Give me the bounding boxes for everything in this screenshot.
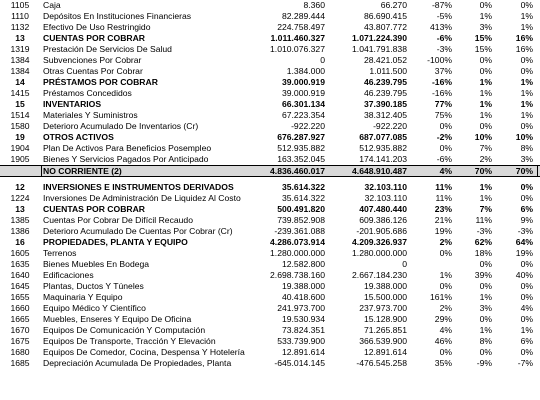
variation-pct: 77% [434, 99, 452, 109]
account-row [0, 248, 540, 259]
share-previous: 10% [515, 132, 533, 142]
value-current: 533.739.900 [277, 336, 325, 346]
value-current: -239.361.088 [274, 226, 325, 236]
variation-pct: -2% [436, 132, 452, 142]
value-previous: 38.312.405 [363, 110, 407, 120]
value-previous: 12.891.614 [363, 347, 407, 357]
account-row [0, 0, 540, 11]
share-previous: 0% [520, 182, 533, 192]
value-current: 163.352.045 [277, 154, 325, 164]
value-previous: 15.500.000 [363, 292, 407, 302]
share-current: 7% [479, 143, 492, 153]
share-previous: 3% [520, 154, 533, 164]
variation-pct: -16% [431, 77, 452, 87]
share-previous: 0% [520, 121, 533, 131]
share-current: 1% [479, 325, 492, 335]
account-name: Edificaciones [43, 270, 94, 280]
share-previous: 16% [515, 44, 533, 54]
account-code: 1224 [10, 193, 30, 203]
share-previous: -3% [517, 226, 533, 236]
account-name: PRÉSTAMOS POR COBRAR [43, 77, 158, 87]
account-code: 1319 [10, 44, 30, 54]
variation-pct: 4% [439, 166, 452, 176]
share-current: 70% [474, 166, 492, 176]
value-previous: 37.390.185 [363, 99, 407, 109]
value-previous: 66.270 [380, 0, 407, 10]
value-current: 4.286.073.914 [270, 237, 325, 247]
variation-pct: 1% [439, 270, 452, 280]
account-row [0, 22, 540, 33]
account-row [0, 44, 540, 55]
value-previous: 46.239.795 [363, 88, 407, 98]
group-row [0, 237, 540, 248]
account-code: 1660 [10, 303, 30, 313]
account-code: 1384 [10, 55, 30, 65]
variation-pct: 2% [439, 303, 452, 313]
value-current: 8.360 [303, 0, 325, 10]
value-current: 73.824.351 [281, 325, 325, 335]
variation-pct: 0% [439, 121, 452, 131]
account-name: Muebles, Enseres Y Equipo De Oficina [43, 314, 192, 324]
variation-pct: 75% [434, 110, 452, 120]
section-total-row [0, 165, 540, 177]
variation-pct: -87% [431, 0, 452, 10]
share-previous: 1% [520, 11, 533, 21]
share-current: 3% [479, 22, 492, 32]
account-name: CUENTAS POR COBRAR [43, 204, 146, 214]
account-name: Equipos De Transporte, Tracción Y Elevación [43, 336, 216, 346]
value-current: 512.935.882 [277, 143, 325, 153]
account-name: Equipo Médico Y Científico [43, 303, 146, 313]
account-row [0, 226, 540, 237]
variation-pct: -3% [436, 44, 452, 54]
value-previous: 2.667.184.230 [352, 270, 407, 280]
share-current: 18% [474, 248, 492, 258]
value-previous: 46.239.795 [363, 77, 407, 87]
account-row [0, 336, 540, 347]
account-code: 1580 [10, 121, 30, 131]
group-row [0, 33, 540, 44]
account-code: 1105 [10, 0, 30, 10]
account-row [0, 110, 540, 121]
account-name: Deterioro Acumulado De Inventarios (Cr) [43, 121, 199, 131]
variation-pct: 0% [439, 248, 452, 258]
share-previous: 6% [520, 204, 533, 214]
account-name: CUENTAS POR COBRAR [43, 33, 146, 43]
variation-pct: 11% [435, 193, 452, 203]
account-name: Bienes Muebles En Bodega [43, 259, 150, 269]
value-current: 19.388.000 [281, 281, 325, 291]
variation-pct: 413% [430, 22, 452, 32]
account-code: 1384 [10, 66, 30, 76]
account-name: Terrenos [43, 248, 77, 258]
account-name: Préstamos Concedidos [43, 88, 132, 98]
share-current: 1% [479, 77, 492, 87]
value-previous: 609.386.126 [359, 215, 407, 225]
account-row [0, 270, 540, 281]
account-name: Prestación De Servicios De Salud [43, 44, 172, 54]
account-name: Maquinaria Y Equipo [43, 292, 123, 302]
account-name: PROPIEDADES, PLANTA Y EQUIPO [43, 237, 188, 247]
share-current: 1% [479, 193, 492, 203]
value-current: 35.614.322 [281, 182, 325, 192]
share-previous: 0% [520, 66, 533, 76]
account-code: 1675 [10, 336, 30, 346]
account-name: Materiales Y Suministros [43, 110, 138, 120]
variation-pct: 23% [434, 204, 452, 214]
value-previous: 366.539.900 [359, 336, 407, 346]
share-current: 0% [479, 121, 492, 131]
account-code: 1680 [10, 347, 30, 357]
account-row [0, 259, 540, 270]
share-current: 62% [474, 237, 492, 247]
account-name: Efectivo De Uso Restringido [43, 22, 151, 32]
account-name: Depósitos En Instituciones Financieras [43, 11, 192, 21]
value-previous: -922.220 [373, 121, 407, 131]
share-previous: 8% [520, 143, 533, 153]
value-previous: 71.265.851 [363, 325, 407, 335]
group-row [0, 132, 540, 143]
value-current: 82.289.444 [281, 11, 325, 21]
share-previous: 1% [520, 22, 533, 32]
account-name: INVENTARIOS [43, 99, 102, 109]
group-row [0, 99, 540, 110]
variation-pct: 0% [439, 347, 452, 357]
value-previous: 1.071.224.390 [352, 33, 407, 43]
account-name: Inversiones De Administración De Liquidez Al Costo [43, 193, 241, 203]
value-previous: -201.905.686 [356, 226, 407, 236]
share-previous: 1% [520, 99, 533, 109]
share-current: 0% [479, 347, 492, 357]
share-current: 2% [479, 154, 492, 164]
value-previous: 19.388.000 [363, 281, 407, 291]
value-current: 12.891.614 [281, 347, 325, 357]
share-previous: 0% [520, 193, 533, 203]
value-previous: 43.807.772 [363, 22, 407, 32]
value-current: 1.011.460.327 [270, 33, 325, 43]
value-previous: 407.480.440 [359, 204, 407, 214]
value-current: 39.000.919 [281, 77, 325, 87]
value-previous: 1.041.791.838 [352, 44, 407, 54]
variation-pct: 19% [434, 226, 452, 236]
share-previous: 0% [520, 281, 533, 291]
account-row [0, 193, 540, 204]
account-row [0, 303, 540, 314]
account-code: 1905 [10, 154, 30, 164]
variation-pct: 46% [434, 336, 452, 346]
variation-pct: 4% [439, 325, 452, 335]
share-previous: 9% [520, 215, 533, 225]
share-previous: 0% [520, 347, 533, 357]
share-current: 10% [474, 132, 492, 142]
value-previous: 174.141.203 [359, 154, 407, 164]
value-current: 66.301.134 [281, 99, 325, 109]
variation-pct: 2% [439, 237, 452, 247]
share-current: 7% [479, 204, 492, 214]
share-previous: 1% [520, 77, 533, 87]
share-current: 0% [479, 66, 492, 76]
value-current: 35.614.322 [281, 193, 325, 203]
account-name: Plan De Activos Para Beneficios Posempleo [43, 143, 212, 153]
value-current: -922.220 [291, 121, 325, 131]
share-current: 1% [479, 11, 492, 21]
value-previous: 1.011.500 [369, 66, 407, 76]
share-current: 0% [479, 259, 492, 269]
account-name: Caja [43, 0, 61, 10]
account-code: 1655 [10, 292, 30, 302]
share-previous: 16% [515, 33, 533, 43]
account-code: 15 [15, 99, 25, 109]
value-previous: 28.421.052 [363, 55, 407, 65]
share-previous: 6% [520, 336, 533, 346]
share-previous: 40% [515, 270, 533, 280]
value-previous: 1.280.000.000 [352, 248, 407, 258]
account-code: 1415 [10, 88, 30, 98]
share-current: 0% [479, 281, 492, 291]
value-previous: 4.209.326.937 [352, 237, 407, 247]
value-previous: 512.935.882 [359, 143, 407, 153]
value-current: 4.836.460.017 [270, 166, 325, 176]
account-code: 1665 [10, 314, 30, 324]
share-previous: 64% [515, 237, 533, 247]
value-previous: 32.103.110 [364, 182, 407, 192]
account-code: 1640 [10, 270, 30, 280]
value-current: 739.852.908 [277, 215, 325, 225]
share-current: 8% [479, 336, 492, 346]
share-previous: 0% [520, 259, 533, 269]
account-name: Subvenciones Por Cobrar [43, 55, 142, 65]
value-current: 1.010.076.327 [270, 44, 325, 54]
variation-pct: 35% [434, 358, 452, 368]
value-current: 1.280.000.000 [270, 248, 325, 258]
value-current: 40.418.600 [281, 292, 325, 302]
account-row [0, 11, 540, 22]
variation-pct: 0% [439, 143, 452, 153]
account-code: 1685 [10, 358, 30, 368]
variation-pct: -6% [436, 33, 452, 43]
value-previous: 4.648.910.487 [352, 166, 407, 176]
account-row [0, 292, 540, 303]
account-row [0, 154, 540, 165]
share-previous: 0% [520, 292, 533, 302]
share-current: 0% [479, 314, 492, 324]
account-code: 12 [15, 182, 25, 192]
variation-pct: 0% [439, 281, 452, 291]
value-current: 676.287.927 [277, 132, 325, 142]
account-code: 1386 [10, 226, 30, 236]
account-row [0, 325, 540, 336]
group-row [0, 182, 540, 193]
value-current: 224.758.497 [277, 22, 325, 32]
share-previous: 4% [520, 303, 533, 313]
account-code: 16 [15, 237, 25, 247]
account-code: 1670 [10, 325, 30, 335]
value-current: 0 [320, 55, 325, 65]
variation-pct: 37% [434, 66, 452, 76]
account-code: 19 [15, 132, 25, 142]
share-current: 1% [479, 88, 492, 98]
account-row [0, 314, 540, 325]
account-name: NO CORRIENTE (2) [43, 166, 122, 176]
value-previous: 0 [402, 259, 407, 269]
share-current: 1% [479, 99, 492, 109]
account-name: Otras Cuentas Por Cobrar [43, 66, 143, 76]
share-current: 0% [479, 55, 492, 65]
share-current: -9% [476, 358, 492, 368]
share-current: 15% [474, 44, 492, 54]
value-current: 19.530.934 [281, 314, 325, 324]
variation-pct: -5% [436, 11, 452, 21]
share-current: 11% [475, 215, 492, 225]
share-previous: 1% [520, 88, 533, 98]
value-previous: 86.690.415 [363, 11, 407, 21]
account-row [0, 215, 540, 226]
account-row [0, 55, 540, 66]
value-current: 12.582.800 [281, 259, 325, 269]
value-current: 500.491.820 [277, 204, 325, 214]
account-row [0, 66, 540, 77]
variation-pct: 161% [430, 292, 452, 302]
value-current: -645.014.145 [274, 358, 325, 368]
account-code: 1514 [10, 110, 30, 120]
share-previous: 1% [520, 325, 533, 335]
account-name: Cuentas Por Cobrar De Difícil Recaudo [43, 215, 193, 225]
account-row [0, 88, 540, 99]
share-current: 1% [479, 110, 492, 120]
variation-pct: -6% [436, 154, 452, 164]
variation-pct: 11% [435, 182, 452, 192]
account-row [0, 143, 540, 154]
account-name: Equipos De Comedor, Cocina, Despensa Y Hotelería [43, 347, 245, 357]
account-code: 13 [15, 33, 25, 43]
share-current: 1% [479, 182, 492, 192]
share-previous: -7% [517, 358, 533, 368]
share-previous: 1% [520, 110, 533, 120]
value-previous: -476.545.258 [356, 358, 407, 368]
account-name: Plantas, Ductos Y Túneles [43, 281, 144, 291]
share-current: -3% [476, 226, 492, 236]
account-code: 1132 [10, 22, 30, 32]
share-previous: 19% [515, 248, 533, 258]
variation-pct: 21% [434, 215, 452, 225]
share-current: 15% [474, 33, 492, 43]
group-row [0, 204, 540, 215]
value-current: 67.223.354 [281, 110, 325, 120]
share-previous: 0% [520, 55, 533, 65]
account-name: Equipos De Comunicación Y Computación [43, 325, 206, 335]
share-current: 0% [479, 0, 492, 10]
share-current: 39% [474, 270, 492, 280]
value-current: 241.973.700 [277, 303, 325, 313]
account-code: 1385 [10, 215, 30, 225]
share-current: 1% [479, 292, 492, 302]
value-current: 1.384.000 [286, 66, 325, 76]
account-code: 1645 [10, 281, 30, 291]
group-row [0, 77, 540, 88]
account-code: 1110 [11, 11, 29, 21]
account-row [0, 281, 540, 292]
account-code: 1635 [10, 259, 30, 269]
account-code: 1605 [10, 248, 30, 258]
share-previous: 0% [520, 0, 533, 10]
value-previous: 687.077.085 [359, 132, 407, 142]
account-name: Bienes Y Servicios Pagados Por Anticipado [43, 154, 209, 164]
account-code: 1904 [10, 143, 30, 153]
variation-pct: -16% [431, 88, 452, 98]
share-previous: 0% [520, 314, 533, 324]
account-name: INVERSIONES E INSTRUMENTOS DERIVADOS [43, 182, 234, 192]
share-current: 3% [479, 303, 492, 313]
value-previous: 237.973.700 [359, 303, 407, 313]
account-row [0, 358, 540, 369]
account-row [0, 347, 540, 358]
variation-pct: 29% [434, 314, 452, 324]
account-name: Deterioro Acumulado De Cuentas Por Cobrar (Cr) [43, 226, 233, 236]
value-previous: 15.128.900 [363, 314, 407, 324]
variation-pct: -100% [427, 55, 452, 65]
account-name: OTROS ACTIVOS [43, 132, 114, 142]
value-current: 2.698.738.160 [270, 270, 325, 280]
share-previous: 70% [515, 166, 533, 176]
account-code: 13 [15, 204, 25, 214]
value-previous: 32.103.110 [364, 193, 407, 203]
account-name: Depreciación Acumulada De Propiedades, Planta [43, 358, 232, 368]
account-row [0, 121, 540, 132]
value-current: 39.000.919 [281, 88, 325, 98]
account-code: 14 [15, 77, 25, 87]
